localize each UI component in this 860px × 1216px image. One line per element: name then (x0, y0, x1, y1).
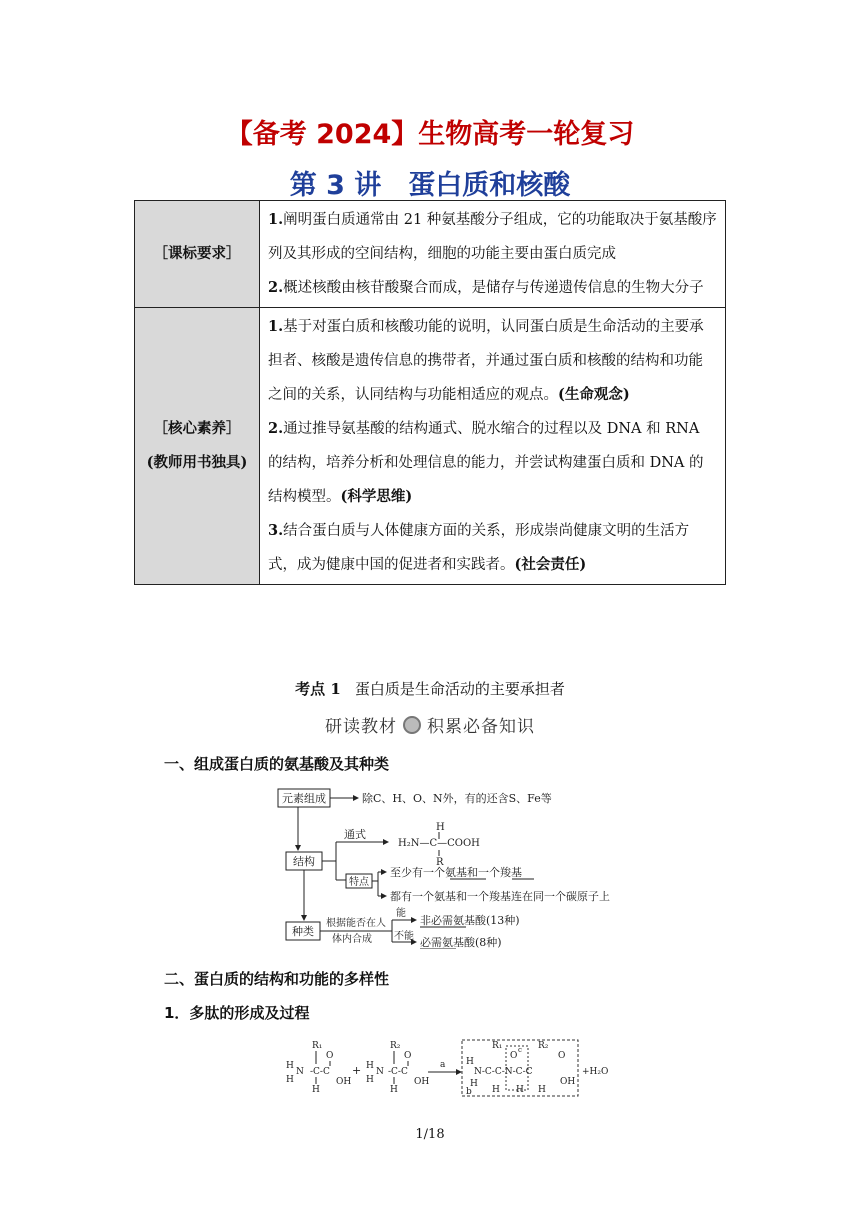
list-item: 2.通过推导氨基酸的结构通式、脱水缩合的过程以及 DNA 和 RNA 的结构，培养分析和处理信息的能力，并尝试构建蛋白质和 DNA 的结构模型。(科学思维) (268, 420, 704, 505)
svg-text:H: H (470, 1079, 478, 1089)
banner-left: 研读教材 (325, 717, 397, 737)
buneng-label: 不能 (394, 931, 414, 942)
label-c: c (518, 1046, 522, 1054)
svg-text:N: N (296, 1067, 304, 1077)
water-label: +H₂O (582, 1067, 609, 1077)
svg-text:H: H (366, 1075, 374, 1085)
row-label-text: ［课标要求］ (153, 245, 241, 262)
page-number: 1/18 (415, 1127, 445, 1142)
svg-text:N: N (376, 1067, 384, 1077)
neng-label: 能 (396, 908, 406, 919)
tongshi-label: 通式 (344, 828, 366, 841)
svg-text:R₁: R₁ (312, 1041, 323, 1051)
bixu: 必需氨基酸(8种) (420, 936, 502, 949)
svg-text:H: H (286, 1061, 294, 1071)
dehydration-reaction-diagram (280, 1034, 620, 1100)
svg-text:H: H (538, 1085, 546, 1095)
row-label-note: (教师用书独具) (146, 454, 248, 471)
svg-text:N-C-C-N-C-C: N-C-C-N-C-C (474, 1067, 533, 1077)
flower-icon (403, 716, 421, 734)
box-yuansu-label: 元素组成 (282, 792, 326, 805)
row-label-text: ［核心素养］ (153, 420, 241, 437)
list-item: 3.结合蛋白质与人体健康方面的关系，形成崇尚健康文明的生活方式，成为健康中国的促进者和实践者。(社会责任) (268, 522, 690, 573)
row-label (135, 308, 260, 585)
tedian-1: 至少有一个氨基和一个羧基 (390, 866, 522, 879)
box-jiegou-label: 结构 (293, 855, 315, 868)
genju-2: 体内合成 (332, 934, 372, 945)
svg-text:OH: OH (336, 1077, 352, 1087)
table-row (135, 308, 726, 585)
kaodian-heading (0, 678, 860, 699)
tedian-2: 都有一个氨基和一个羧基连在同一个碳原子上 (390, 890, 610, 903)
svg-text:R₂: R₂ (390, 1041, 401, 1051)
svg-text:H: H (312, 1085, 320, 1095)
section-banner (0, 712, 860, 737)
svg-text:O: O (510, 1051, 518, 1061)
kaodian-text: 蛋白质是生命活动的主要承担者 (354, 680, 565, 698)
amino-acid-diagram (270, 784, 630, 949)
box-zhonglei-label: 种类 (292, 925, 314, 938)
banner-right: 积累必备知识 (427, 717, 535, 737)
svg-text:+: + (352, 1064, 362, 1077)
yuansu-text: 除C、H、O、N外，有的还含S、Fe等 (362, 792, 552, 805)
subsection-heading: 1．多肽的形成及过程 (164, 1004, 310, 1022)
section-heading: 一、组成蛋白质的氨基酸及其种类 (164, 755, 390, 773)
svg-text:-C-C: -C-C (388, 1067, 408, 1077)
document-title: 【备考 2024】生物高考一轮复习 (225, 119, 635, 150)
row-content (260, 308, 726, 585)
svg-text:H: H (286, 1075, 294, 1085)
feibixu: 非必需氨基酸(13种) (420, 914, 520, 927)
section-heading: 二、蛋白质的结构和功能的多样性 (164, 970, 390, 988)
formula-r: R (436, 857, 444, 868)
arrow-label-a: a (440, 1060, 446, 1070)
row-content (260, 201, 726, 308)
svg-text:OH: OH (414, 1077, 430, 1087)
requirements-table (134, 200, 726, 585)
svg-text:O: O (326, 1051, 334, 1061)
svg-text:O: O (404, 1051, 412, 1061)
formula-main: H₂N—C—COOH (398, 838, 480, 849)
table-row (135, 201, 726, 308)
svg-text:H: H (366, 1061, 374, 1071)
formula-h: H (436, 822, 445, 833)
row-label (135, 201, 260, 308)
list-item: 1.阐明蛋白质通常由 21 种氨基酸分子组成，它的功能取决于氨基酸序列及其形成的空间结构，细胞的功能主要由蛋白质完成 (268, 211, 717, 262)
svg-text:O: O (558, 1051, 566, 1061)
svg-text:H: H (390, 1085, 398, 1095)
svg-text:OH: OH (560, 1077, 576, 1087)
svg-text:H: H (516, 1085, 524, 1095)
svg-text:H: H (492, 1085, 500, 1095)
svg-text:R₂: R₂ (538, 1041, 549, 1051)
label-b: b (466, 1087, 472, 1097)
svg-text:R₁: R₁ (492, 1041, 503, 1051)
kaodian-label: 考点 1 (295, 680, 341, 698)
list-item: 2.概述核酸由核苷酸聚合而成，是储存与传递遗传信息的生物大分子 (268, 279, 704, 296)
genju-1: 根据能否在人 (326, 918, 386, 929)
list-item: 1.基于对蛋白质和核酸功能的说明，认同蛋白质是生命活动的主要承担者、核酸是遗传信息的携带者，并通过蛋白质和核酸的结构和功能之间的关系，认同结构与功能相适应的观点。(生命观念) (268, 318, 704, 403)
lesson-title: 第 3 讲 蛋白质和核酸 (289, 170, 571, 201)
tedian-label: 特点 (349, 877, 369, 888)
svg-text:H: H (466, 1057, 474, 1067)
svg-text:-C-C: -C-C (310, 1067, 330, 1077)
